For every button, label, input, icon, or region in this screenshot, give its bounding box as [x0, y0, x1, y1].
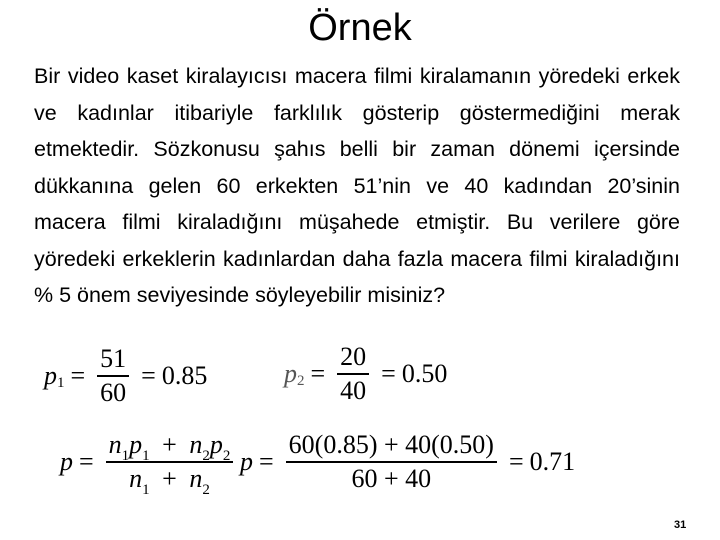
eq1-result: 0.85 [161, 361, 208, 390]
equation-p2: p 2 = $\frac{20}{40}$ = 0.50 [284, 342, 448, 405]
eq1-fraction [97, 346, 129, 406]
equation-p1: p 1 = $\frac{51}{60}$ = 0.85 [44, 344, 208, 407]
eq4-result: 0.71 [529, 447, 576, 476]
slide-title: Örnek [308, 7, 412, 49]
eq1-denominator: 60 [100, 378, 127, 407]
equation-pooled-formula: p = $\frac{n_1p_1 + n_2p_2}{n_1 + n_2}$ [60, 432, 239, 492]
eq4-fraction [286, 432, 497, 492]
eq1-subscript: 1 [57, 374, 65, 391]
eq2-variable: p [284, 359, 297, 388]
eq2-numerator: 20 [340, 342, 367, 371]
problem-paragraph: Bir video kaset kiralayıcısı macera filmi kiralamanın yöredeki erkek ve kadınlar itibariyle farklılık gösterip göstermediğini merak etmektedir. Sözkonusu şahıs belli bir zaman dönemi içersinde dükkanına gelen 60 erkekten 51’nin ve 40 kadından 20’sinin macera filmi kiraladığını müşahede etmiştir. Bu verilere göre yöredeki erkeklerin kadınlardan daha fazla macera filmi kiraladığını % 5 önem seviyesinde söyleyebilir misiniz? [34, 64, 680, 307]
eq2-subscript: 2 [297, 372, 305, 389]
eq3-fraction [106, 430, 234, 498]
eq2-denominator: 40 [340, 376, 367, 405]
eq4-variable: p [240, 447, 253, 476]
page-number: 31 [674, 519, 687, 531]
eq3-variable: p [60, 447, 73, 476]
eq2-result: 0.50 [401, 359, 448, 388]
eq1-variable: p [44, 361, 57, 390]
eq3-numerator: $n_1p_1 + n_2p_2$ [108, 430, 231, 464]
equation-pooled-value: p = $\frac{60(0.85) + 40(0.50)}{60 + 40}$ = 0.71 [240, 430, 576, 493]
eq3-denominator: $n_1 + n_2$ [129, 464, 210, 498]
eq1-numerator: 51 [100, 344, 127, 373]
eq4-numerator: 60(0.85) + 40(0.50) [288, 430, 494, 459]
eq4-denominator: 60 + 40 [351, 464, 432, 493]
eq2-fraction [337, 344, 369, 404]
